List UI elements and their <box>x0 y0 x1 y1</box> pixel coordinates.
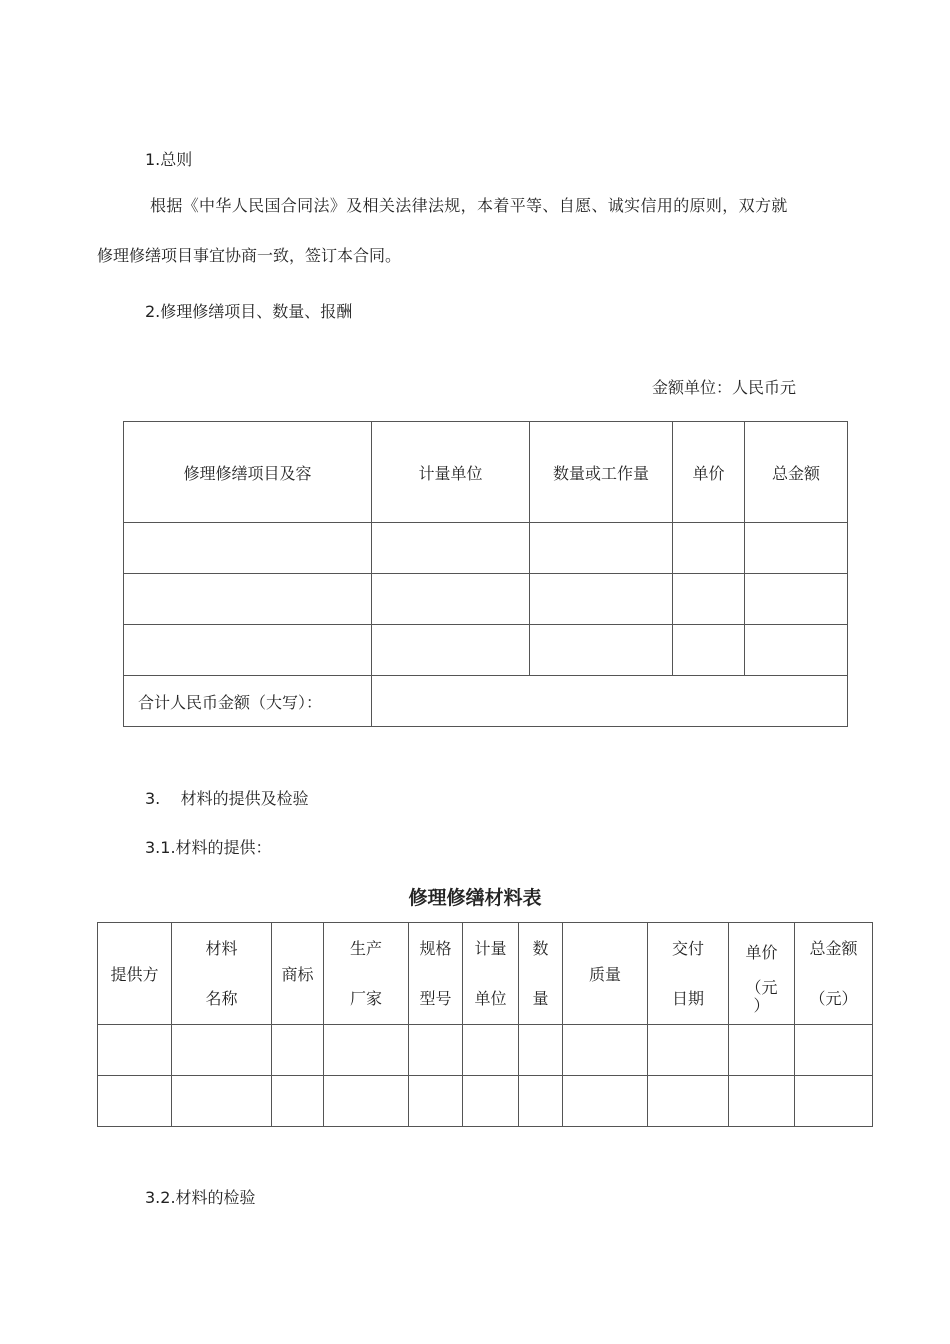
repair-items-table <box>123 421 848 727</box>
section-1-paragraph-line-2: 修理修缮项目事宜协商一致，签订本合同。 <box>97 246 402 265</box>
table-row <box>124 574 848 625</box>
total-amount-value[interactable] <box>372 676 848 727</box>
header-cell-unit: 计量单位 <box>372 422 530 523</box>
header-text: 生产 <box>349 938 382 958</box>
table-cell[interactable] <box>463 1025 519 1076</box>
table-cell[interactable] <box>530 574 673 625</box>
table-cell[interactable] <box>98 1025 172 1076</box>
table-cell[interactable] <box>745 625 848 676</box>
table-cell[interactable] <box>98 1076 172 1127</box>
header-cell-item: 修理修缮项目及容 <box>124 422 372 523</box>
table-cell[interactable] <box>324 1025 409 1076</box>
table-cell[interactable] <box>372 625 530 676</box>
table-cell[interactable] <box>463 1076 519 1127</box>
table-row <box>98 1076 873 1127</box>
table-row <box>124 625 848 676</box>
section-1-heading: 1.总则 <box>145 150 193 169</box>
table-cell[interactable] <box>648 1025 729 1076</box>
header-cell-delivery-date <box>648 923 729 1025</box>
header-cell-quantity: 数量或工作量 <box>530 422 673 523</box>
table-cell[interactable] <box>530 523 673 574</box>
total-amount-row <box>124 676 848 727</box>
table-cell[interactable] <box>745 574 848 625</box>
table-cell[interactable] <box>409 1076 463 1127</box>
header-cell-spec-model <box>409 923 463 1025</box>
table-cell[interactable] <box>563 1076 648 1127</box>
table-cell[interactable] <box>519 1076 563 1127</box>
header-text: ） <box>753 995 770 1015</box>
table-cell[interactable] <box>124 523 372 574</box>
header-cell-brand <box>272 923 324 1025</box>
header-text: 数 <box>532 938 549 958</box>
header-cell-total-amount <box>795 923 873 1025</box>
header-cell-material-name <box>172 923 272 1025</box>
table-cell[interactable] <box>563 1025 648 1076</box>
table-cell[interactable] <box>372 523 530 574</box>
header-text: 质量 <box>588 965 621 984</box>
table-cell[interactable] <box>172 1076 272 1127</box>
header-text: （元 <box>745 977 778 997</box>
table-row <box>98 1025 873 1076</box>
table-row <box>124 523 848 574</box>
materials-table <box>97 922 873 1127</box>
table-cell[interactable] <box>272 1025 324 1076</box>
header-text: 单位 <box>474 988 507 1008</box>
header-text: 商标 <box>281 965 314 984</box>
table-cell[interactable] <box>172 1025 272 1076</box>
table-cell[interactable] <box>124 625 372 676</box>
table-cell[interactable] <box>673 574 745 625</box>
header-cell-manufacturer <box>324 923 409 1025</box>
section-2-heading: 2.修理修缮项目、数量、报酬 <box>145 302 353 321</box>
header-text: 材料 <box>205 938 238 958</box>
table-cell[interactable] <box>372 574 530 625</box>
currency-unit-note: 金额单位：人民币元 <box>652 378 797 397</box>
table-cell[interactable] <box>272 1076 324 1127</box>
section-3-2-heading: 3.2.材料的检验 <box>145 1188 256 1207</box>
table-cell[interactable] <box>795 1076 873 1127</box>
table-header-row <box>124 422 848 523</box>
table-cell[interactable] <box>519 1025 563 1076</box>
header-cell-measure-unit <box>463 923 519 1025</box>
header-text: 日期 <box>671 988 704 1008</box>
header-text: 规格 <box>419 938 452 958</box>
table-cell[interactable] <box>729 1076 795 1127</box>
materials-header-row <box>98 923 873 1025</box>
table-cell[interactable] <box>409 1025 463 1076</box>
header-cell-quality <box>563 923 648 1025</box>
header-cell-quantity <box>519 923 563 1025</box>
header-text: 型号 <box>419 988 452 1008</box>
header-text: 计量 <box>474 938 507 958</box>
header-text: 厂家 <box>349 988 382 1008</box>
header-cell-unit-price: 单价 <box>673 422 745 523</box>
header-cell-supplier <box>98 923 172 1025</box>
section-1-paragraph-line-1: 根据《中华人民国合同法》及相关法律法规，本着平等、自愿、诚实信用的原则，双方就 <box>150 196 788 215</box>
total-amount-label: 合计人民币金额（大写）： <box>124 676 372 727</box>
table-cell[interactable] <box>795 1025 873 1076</box>
header-text: 单价 <box>745 942 778 962</box>
table-cell[interactable] <box>648 1076 729 1127</box>
table-cell[interactable] <box>530 625 673 676</box>
header-text: （元） <box>809 988 858 1008</box>
table-cell[interactable] <box>324 1076 409 1127</box>
header-text: 总金额 <box>809 938 858 958</box>
table-cell[interactable] <box>745 523 848 574</box>
header-text: 提供方 <box>110 965 159 984</box>
header-text: 量 <box>532 988 549 1008</box>
table-cell[interactable] <box>673 625 745 676</box>
header-cell-unit-price <box>729 923 795 1025</box>
header-cell-total: 总金额 <box>745 422 848 523</box>
table-cell[interactable] <box>124 574 372 625</box>
header-text: 交付 <box>671 938 704 958</box>
materials-table-title: 修理修缮材料表 <box>408 887 542 909</box>
section-3-heading: 3. 材料的提供及检验 <box>145 789 309 808</box>
table-cell[interactable] <box>729 1025 795 1076</box>
header-text: 名称 <box>205 988 238 1008</box>
table-cell[interactable] <box>673 523 745 574</box>
section-3-1-heading: 3.1.材料的提供： <box>145 838 272 857</box>
